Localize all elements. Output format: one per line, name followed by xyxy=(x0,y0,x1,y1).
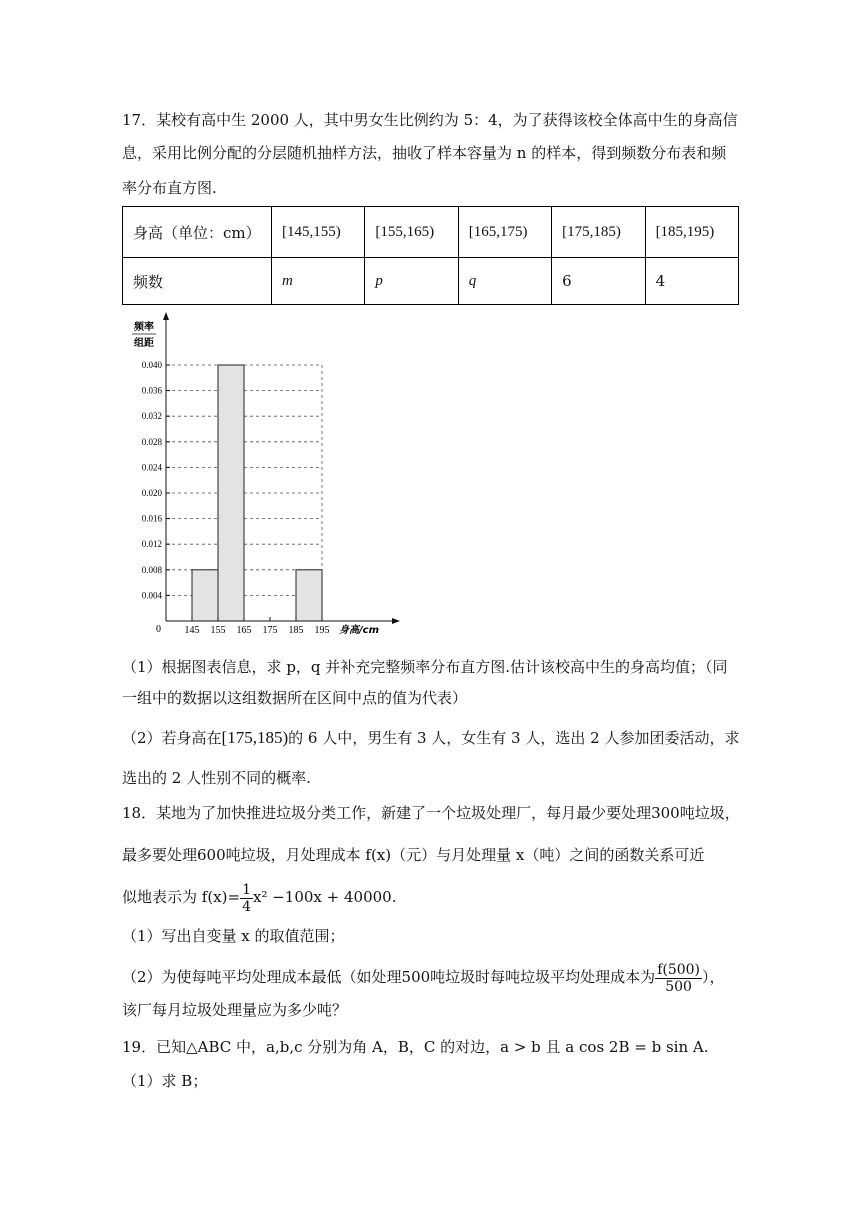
x-tick-label: 195 xyxy=(314,625,330,636)
q18-sub2-line-2: 该厂每月垃圾处理量应为多少吨？ xyxy=(122,1001,348,1019)
table-row-label: 频数 xyxy=(123,258,272,305)
y-tick-label: 0.028 xyxy=(141,436,162,447)
q17-line-1: 17．某校有高中生 2000 人，其中男女生比例约为 5：4，为了获得该校全体高中生的身高信 xyxy=(122,111,738,129)
y-tick-label: 0.012 xyxy=(141,539,162,550)
q19-sub1: （1）求 B； xyxy=(122,1072,208,1090)
q18-line-2: 最多要处理600吨垃圾，月处理成本 f(x)（元）与月处理量 x（吨）之间的函数关系可近 xyxy=(122,846,705,864)
q18-sub2-fraction xyxy=(655,962,702,995)
table-interval-cell: [185,195) xyxy=(645,207,738,258)
origin-label: 0 xyxy=(156,624,161,635)
table-count-cell: 4 xyxy=(645,258,738,305)
q17-line-2: 息，采用比例分配的分层随机抽样方法，抽收了样本容量为 n 的样本，得到频数分布表和频 xyxy=(122,144,727,162)
y-tick-label: 0.040 xyxy=(141,360,162,370)
x-axis-label: 身高/cm xyxy=(339,625,379,636)
x-tick-label: 155 xyxy=(210,625,226,636)
q17-sub2-text-b: 的 6 人中，男生有 3 人，女生有 3 人，选出 2 人参加团委活动，求 xyxy=(288,729,740,747)
fraction-numerator: 1 xyxy=(242,881,251,898)
y-tick-label: 0.008 xyxy=(141,564,162,575)
q17-sub1-line-2: 一组中的数据以这组数据所在区间中点的值为代表） xyxy=(122,689,468,707)
histogram-bar xyxy=(218,365,244,621)
histogram-bar xyxy=(296,570,322,621)
q18-sub2-text-a: （2）为使每吨平均处理成本最低（如处理500吨垃圾时每吨垃圾平均处理成本为 xyxy=(122,968,656,986)
table-interval-cell: [175,185) xyxy=(552,207,645,258)
q18-line-3 xyxy=(122,880,742,915)
q17-sub2-line-1 xyxy=(122,728,742,748)
q18-sub1: （1）写出自变量 x 的取值范围； xyxy=(122,927,345,945)
table-count-cell: m xyxy=(272,258,365,305)
histogram-bar xyxy=(192,570,218,621)
q17-sub2-text-a: （2）若身高在 xyxy=(122,729,222,747)
x-tick-label: 175 xyxy=(262,625,278,636)
q18-line-1: 18．某地为了加快推进垃圾分类工作，新建了一个垃圾处理厂，每月最少要处理300吨垃圾， xyxy=(122,804,740,822)
table-interval-cell: [145,155) xyxy=(272,207,365,258)
table-count-cell: q xyxy=(458,258,551,305)
table-row xyxy=(123,207,739,258)
x-tick-label: 185 xyxy=(288,625,304,636)
q17-sub1-line-1: （1）根据图表信息，求 p，q 并补充完整频率分布直方图.估计该校高中生的身高均值；（同 xyxy=(122,658,728,676)
fraction-numerator: f(500) xyxy=(657,961,701,978)
y-tick-label: 0.024 xyxy=(141,462,162,473)
q18-formula-pre: 似地表示为 f(x)= xyxy=(122,888,241,906)
frequency-histogram xyxy=(124,310,404,640)
y-tick-label: 0.016 xyxy=(141,513,162,524)
frequency-table xyxy=(122,206,739,305)
x-tick-label: 145 xyxy=(184,625,200,636)
y-tick-label: 0.036 xyxy=(141,385,162,396)
fraction-denominator: 4 xyxy=(242,898,251,915)
table-interval-cell: [155,165) xyxy=(365,207,458,258)
q17-sub2-line-2: 选出的 2 人性别不同的概率. xyxy=(122,769,311,787)
x-tick-label: 165 xyxy=(236,625,252,636)
q19-line-1: 19．已知△ABC 中，a,b,c 分别为角 A，B，C 的对边，a > b 且 a cos 2B = b sin A. xyxy=(122,1038,709,1056)
y-tick-label: 0.032 xyxy=(141,411,162,422)
table-count-cell: 6 xyxy=(552,258,645,305)
y-tick-label: 0.020 xyxy=(141,488,162,498)
fraction-denominator: 500 xyxy=(665,978,692,995)
q18-formula-post: x² −100x + 40000. xyxy=(252,888,397,906)
table-row xyxy=(123,258,739,305)
y-axis-label-top: 频率 xyxy=(134,322,154,333)
y-axis-label-bottom: 组距 xyxy=(134,338,154,349)
table-interval-cell: [165,175) xyxy=(458,207,551,258)
table-count-cell: p xyxy=(365,258,458,305)
table-header-label: 身高（单位：cm） xyxy=(123,207,272,258)
q17-sub2-interval: [175,185) xyxy=(221,728,289,747)
y-tick-label: 0.004 xyxy=(141,590,162,601)
q18-sub2-text-b: ）， xyxy=(702,968,725,986)
q18-sub2-line-1 xyxy=(122,958,742,996)
q18-formula-fraction xyxy=(240,882,253,915)
q17-line-3: 率分布直方图. xyxy=(122,179,217,197)
